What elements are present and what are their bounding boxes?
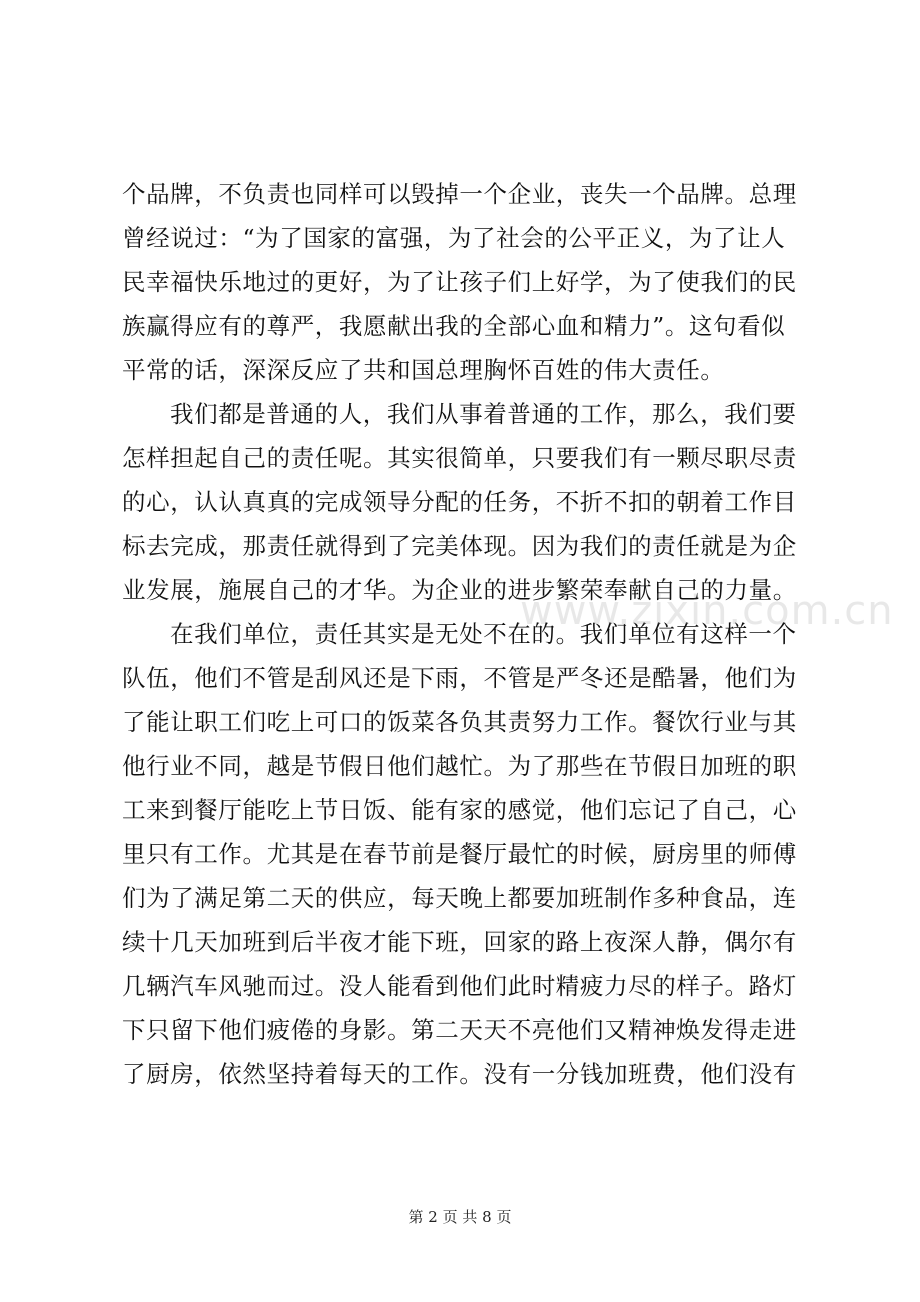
text-line: 里只有工作。尤其是在春节前是餐厅最忙的时候，厨房里的师傅 (122, 840, 797, 868)
text-line: 族赢得应有的尊严，我愿献出我的全部心血和精力”。这句看似 (122, 312, 786, 340)
page-footer: 第 2 页 共 8 页 (408, 1208, 512, 1226)
text-line: 们为了满足第二天的供应，每天晚上都要加班制作多种食品，连 (122, 884, 797, 912)
watermark: www.zixin.com.cn (520, 588, 894, 634)
text-line: 下只留下他们疲倦的身影。第二天天不亮他们又精神焕发得走进 (122, 1016, 797, 1044)
text-line: 队伍，他们不管是刮风还是下雨，不管是严冬还是酷暑，他们为 (122, 664, 797, 692)
text-line: 怎样担起自己的责任呢。其实很简单，只要我们有一颗尽职尽责 (122, 444, 797, 472)
text-line: 曾经说过：“为了国家的富强，为了社会的公平正义，为了让人 (122, 224, 786, 252)
text-line: 了能让职工们吃上可口的饭菜各负其责努力工作。餐饮行业与其 (122, 708, 797, 736)
paragraph-start-line: 我们都是普通的人，我们从事着普通的工作，那么，我们要 (170, 400, 797, 428)
text-line: 几辆汽车风驰而过。没人能看到他们此时精疲力尽的样子。路灯 (122, 972, 797, 1000)
text-line: 他行业不同，越是节假日他们越忙。为了那些在节假日加班的职 (122, 752, 797, 780)
text-line: 的心，认认真真的完成领导分配的任务，不折不扣的朝着工作目 (122, 488, 797, 516)
paragraph-start-line: 在我们单位，责任其实是无处不在的。我们单位有这样一个 (170, 620, 797, 648)
text-line: 续十几天加班到后半夜才能下班，回家的路上夜深人静，偶尔有 (122, 928, 797, 956)
text-line: 工来到餐厅能吃上节日饭、能有家的感觉，他们忘记了自己，心 (122, 796, 797, 824)
body-text (122, 172, 812, 1096)
text-line: 个品牌，不负责也同样可以毁掉一个企业，丧失一个品牌。总理 (122, 180, 797, 208)
text-line: 业发展，施展自己的才华。为企业的进步繁荣奉献自己的力量。 (122, 576, 797, 604)
text-line: 平常的话，深深反应了共和国总理胸怀百姓的伟大责任。 (122, 356, 725, 384)
text-line: 了厨房，依然坚持着每天的工作。没有一分钱加班费，他们没有 (122, 1060, 797, 1088)
text-line: 民幸福快乐地过的更好，为了让孩子们上好学，为了使我们的民 (122, 268, 797, 296)
text-line: 标去完成，那责任就得到了完美体现。因为我们的责任就是为企 (122, 532, 797, 560)
